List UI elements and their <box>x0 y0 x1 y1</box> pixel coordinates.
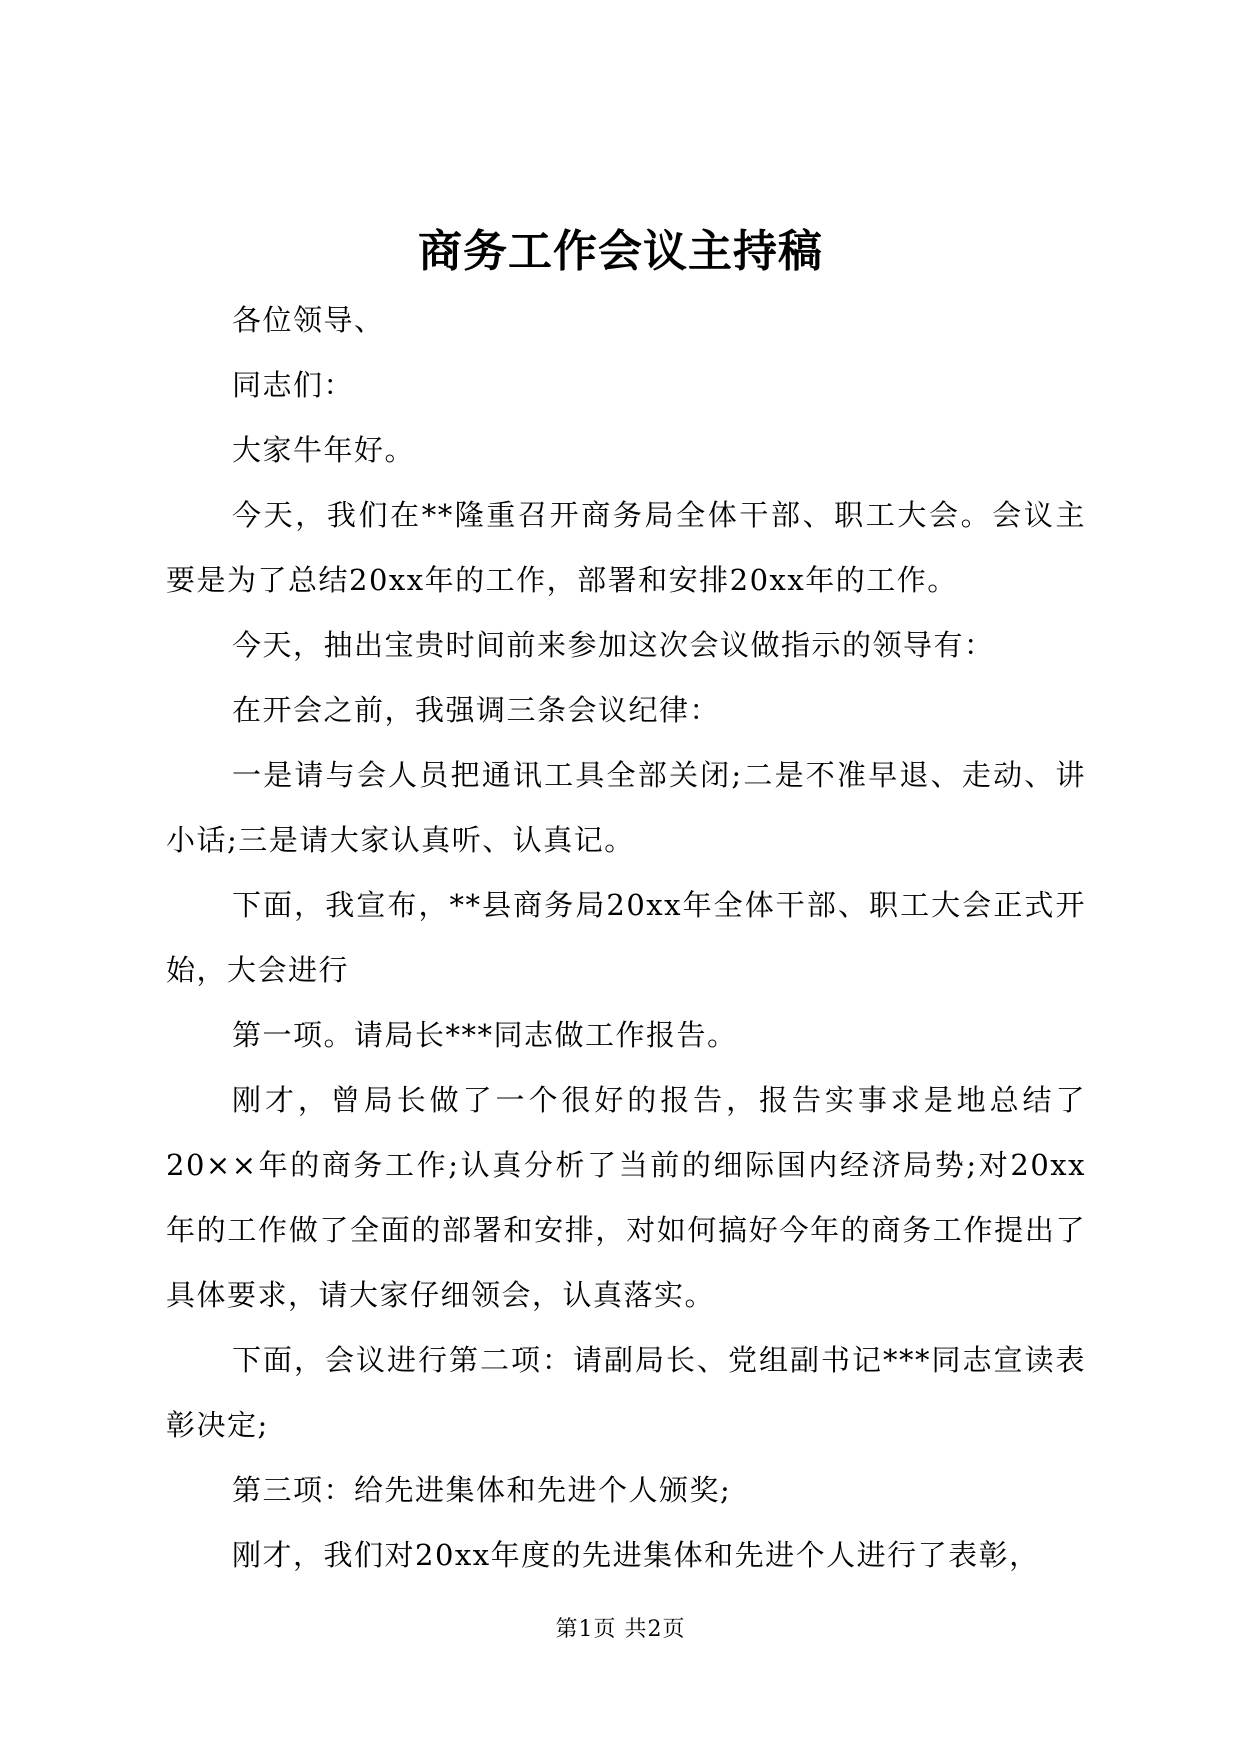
paragraph-item-one: 第一项。请局长***同志做工作报告。 <box>232 1018 738 1052</box>
document-title: 商务工作会议主持稿 <box>418 226 823 277</box>
paragraph-meeting-opening: 下面，我宣布，**县商务局20xx年全体干部、职工大会正式开始，大会进行 <box>166 888 1086 987</box>
paragraph-meeting-purpose: 今天，我们在**隆重召开商务局全体干部、职工大会。会议主要是为了总结20xx年的工作，部署和安排20xx年的工作。 <box>166 498 1086 597</box>
paragraph-commendation: 刚才，我们对20xx年度的先进集体和先进个人进行了表彰， <box>232 1538 1040 1572</box>
paragraph-greeting: 大家牛年好。 <box>232 433 416 467</box>
paragraph-item-two: 下面，会议进行第二项：请副局长、党组副书记***同志宣读表彰决定; <box>166 1343 1086 1442</box>
paragraph-discipline-intro: 在开会之前，我强调三条会议纪律： <box>232 693 721 727</box>
paragraph-report-summary: 刚才，曾局长做了一个很好的报告，报告实事求是地总结了20××年的商务工作;认真分析了当前的细际国内经济局势;对20xx年的工作做了全面的部署和安排，对如何搞好今年的商务工作提出了具体要求，请大家仔细领会，认真落实。 <box>166 1083 1086 1312</box>
paragraph-salutation-leaders: 各位领导、 <box>232 303 385 337</box>
paragraph-discipline-rules: 一是请与会人员把通讯工具全部关闭;二是不准早退、走动、讲小话;三是请大家认真听、认真记。 <box>166 758 1086 857</box>
page-number-footer: 第1页 共2页 <box>555 1617 686 1642</box>
paragraph-item-three: 第三项：给先进集体和先进个人颁奖; <box>232 1473 732 1507</box>
paragraph-attending-leaders: 今天，抽出宝贵时间前来参加这次会议做指示的领导有： <box>232 628 995 662</box>
paragraph-salutation-comrades: 同志们： <box>232 368 355 402</box>
document-body <box>166 288 1086 1588</box>
